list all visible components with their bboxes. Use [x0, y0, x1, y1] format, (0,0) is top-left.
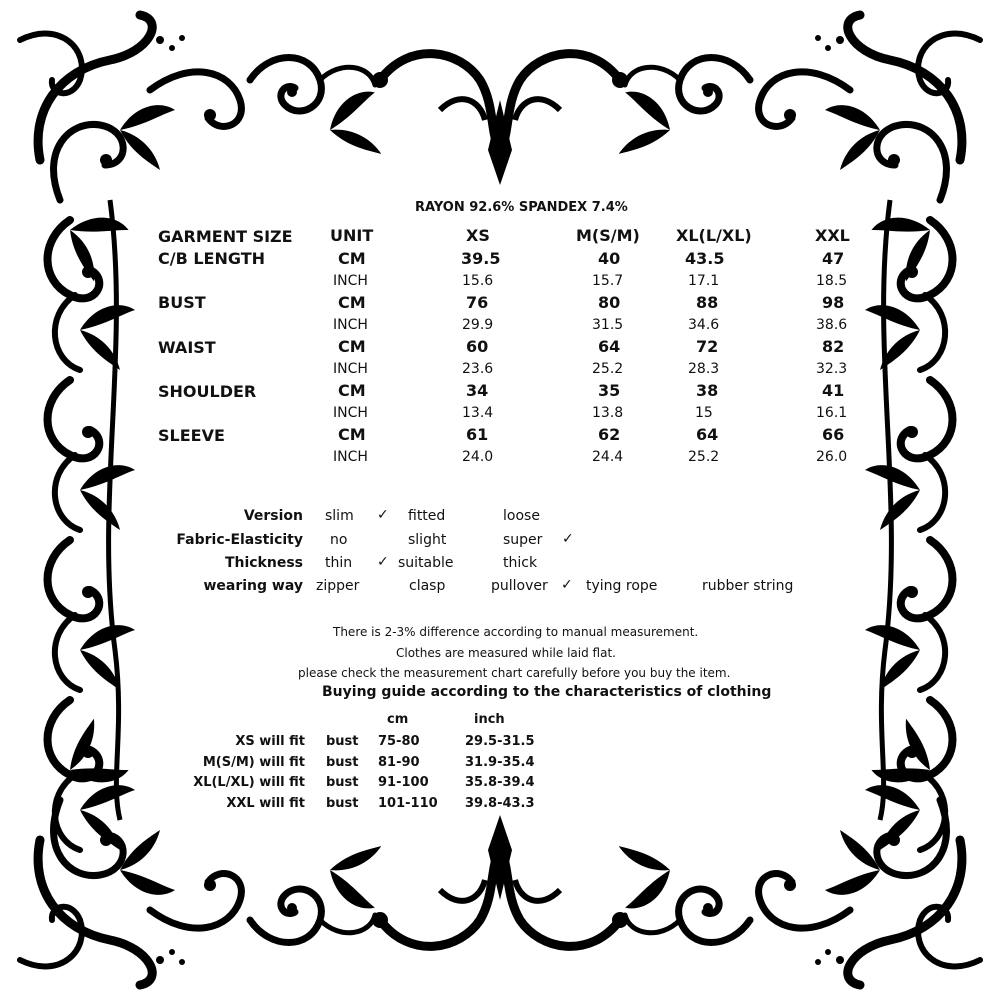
value-cm: 64 — [696, 425, 719, 444]
value-inch: 15.6 — [462, 273, 494, 289]
value-inch: 24.4 — [592, 449, 624, 465]
option-pullover: pullover — [491, 578, 548, 594]
property-label-fabric-elasticity: Fabric-Elasticity — [176, 532, 303, 548]
row-label-shoulder: SHOULDER — [158, 382, 257, 401]
value-cm: 98 — [822, 293, 845, 312]
row-label-bust: BUST — [158, 293, 206, 312]
guide-cm: 75-80 — [378, 734, 420, 749]
value-cm: 38 — [696, 381, 719, 400]
guide-row-label: XS will fit — [235, 734, 305, 749]
check-icon: ✓ — [377, 554, 389, 570]
note-line: Clothes are measured while laid flat. — [396, 646, 616, 660]
note-line: There is 2-3% difference according to manual measurement. — [333, 625, 699, 639]
option-no: no — [330, 532, 348, 548]
guide-col-cm: cm — [387, 712, 409, 727]
value-cm: 60 — [466, 337, 489, 356]
property-label-wearing-way: wearing way — [203, 578, 303, 594]
option-loose: loose — [503, 508, 540, 524]
value-cm: 72 — [696, 337, 719, 356]
value-inch: 29.9 — [462, 317, 494, 333]
value-inch: 28.3 — [688, 361, 720, 377]
value-cm: 80 — [598, 293, 621, 312]
value-cm: 39.5 — [461, 249, 501, 268]
guide-row-label: XL(L/XL) will fit — [193, 775, 305, 790]
option-clasp: clasp — [409, 578, 446, 594]
value-cm: 34 — [466, 381, 489, 400]
value-inch: 32.3 — [816, 361, 848, 377]
option-thick: thick — [503, 555, 538, 571]
value-inch: 24.0 — [462, 449, 494, 465]
value-inch: 15.7 — [592, 273, 624, 289]
property-label-thickness: Thickness — [224, 555, 303, 571]
value-inch: 17.1 — [688, 273, 720, 289]
value-cm: 66 — [822, 425, 845, 444]
value-cm: 40 — [598, 249, 621, 268]
value-inch: 16.1 — [816, 405, 848, 421]
unit-cm: CM — [338, 381, 366, 400]
unit-inch: INCH — [333, 405, 368, 421]
value-inch: 38.6 — [816, 317, 848, 333]
guide-part: bust — [326, 796, 359, 811]
row-label-cb-length: C/B LENGTH — [158, 249, 266, 268]
option-fitted: fitted — [408, 508, 446, 524]
unit-inch: INCH — [333, 273, 368, 289]
size-header-xxl: XXL — [815, 226, 850, 245]
value-inch: 13.8 — [592, 405, 624, 421]
guide-part: bust — [326, 734, 359, 749]
property-label-version: Version — [243, 508, 303, 524]
unit-cm: CM — [338, 337, 366, 356]
option-tying-rope: tying rope — [586, 578, 658, 594]
unit-inch: INCH — [333, 317, 368, 333]
value-cm: 35 — [598, 381, 621, 400]
value-cm: 64 — [598, 337, 621, 356]
guide-part: bust — [326, 775, 359, 790]
value-cm: 76 — [466, 293, 489, 312]
value-cm: 61 — [466, 425, 489, 444]
guide-row-label: XXL will fit — [226, 796, 305, 811]
guide-cm: 81-90 — [378, 755, 420, 770]
row-label-waist: WAIST — [158, 338, 216, 357]
value-inch: 15 — [695, 405, 713, 421]
guide-part: bust — [326, 755, 359, 770]
value-inch: 25.2 — [688, 449, 720, 465]
check-icon: ✓ — [561, 577, 573, 593]
guide-inch: 31.9-35.4 — [465, 755, 535, 770]
unit-cm: CM — [338, 425, 366, 444]
option-suitable: suitable — [398, 555, 454, 571]
size-header-xs: XS — [466, 226, 490, 245]
value-cm: 62 — [598, 425, 621, 444]
value-inch: 18.5 — [816, 273, 848, 289]
unit-inch: INCH — [333, 361, 368, 377]
size-header-m: M(S/M) — [576, 226, 640, 245]
option-slight: slight — [408, 532, 447, 548]
guide-inch: 29.5-31.5 — [465, 734, 535, 749]
value-cm: 41 — [822, 381, 845, 400]
guide-title: Buying guide according to the characteristics of clothing — [322, 684, 772, 700]
option-slim: slim — [325, 508, 354, 524]
unit-inch: INCH — [333, 449, 368, 465]
value-cm: 82 — [822, 337, 845, 356]
option-super: super — [503, 532, 543, 548]
row-label-sleeve: SLEEVE — [158, 426, 225, 445]
guide-cm: 91-100 — [378, 775, 429, 790]
guide-inch: 39.8-43.3 — [465, 796, 535, 811]
size-header-xl: XL(L/XL) — [676, 226, 752, 245]
fabric-composition: RAYON 92.6% SPANDEX 7.4% — [415, 200, 628, 215]
value-cm: 88 — [696, 293, 719, 312]
option-thin: thin — [325, 555, 353, 571]
option-rubber-string: rubber string — [702, 578, 794, 594]
size-table-header-label: GARMENT SIZE — [158, 227, 293, 246]
guide-row-label: M(S/M) will fit — [202, 755, 305, 770]
value-inch: 34.6 — [688, 317, 720, 333]
unit-cm: CM — [338, 293, 366, 312]
option-zipper: zipper — [316, 578, 360, 594]
note-line: please check the measurement chart carefully before you buy the item. — [298, 666, 731, 680]
value-cm: 47 — [822, 249, 845, 268]
value-inch: 23.6 — [462, 361, 494, 377]
size-table-header-unit: UNIT — [330, 226, 374, 245]
value-cm: 43.5 — [685, 249, 725, 268]
guide-inch: 35.8-39.4 — [465, 775, 535, 790]
guide-cm: 101-110 — [378, 796, 438, 811]
unit-cm: CM — [338, 249, 366, 268]
check-icon: ✓ — [562, 531, 574, 547]
value-inch: 13.4 — [462, 405, 494, 421]
value-inch: 25.2 — [592, 361, 624, 377]
guide-col-inch: inch — [474, 712, 505, 727]
value-inch: 31.5 — [592, 317, 624, 333]
value-inch: 26.0 — [816, 449, 848, 465]
check-icon: ✓ — [377, 507, 389, 523]
